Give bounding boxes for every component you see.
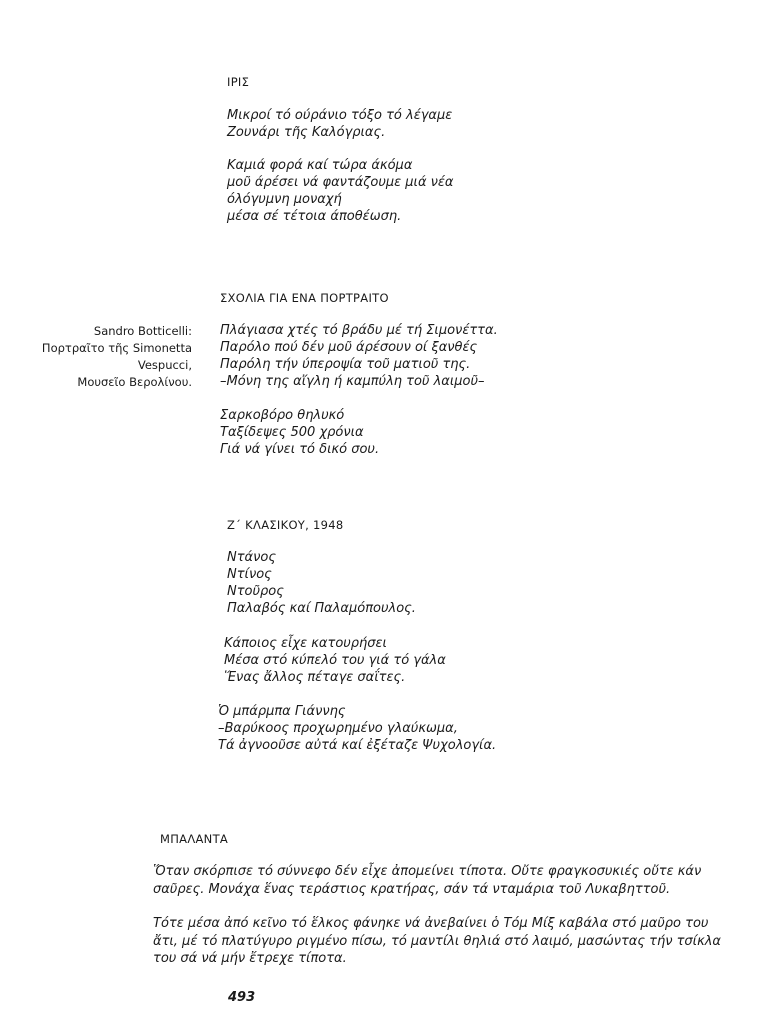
verse-line: Παρόλο πού δέν μοῦ άρέσουν οί ξανθές	[220, 340, 478, 355]
poem-title-klasikou: Ζ΄ ΚΛΑΣΙΚΟΥ, 1948	[227, 518, 344, 532]
prose-paragraph-1: Ὅταν σκόρπισε τό σύννεφο δέν εἶχε ἀπομείνει τίποτα. Οὔτε φραγκοσυκιές οὔτε κάν σαῦρες. Μονάχα ἕνας τεράστιος κρατήρας, σάν τά νταμάρια τοῦ Λυκαβηττοῦ.	[153, 864, 702, 897]
verse-line: Ντοῦρος	[227, 584, 284, 599]
verse-line: Παρόλη τήν ύπεροψία τοῦ ματιοῦ της.	[220, 357, 471, 372]
verse-line: –Μόνη της αἴγλη ή καμπύλη τοῦ λαιμοῦ–	[220, 374, 485, 389]
verse-line: μοῦ άρέσει νά φαντάζουμε μιά νέα	[227, 175, 454, 190]
verse-line: Ντίνος	[227, 567, 272, 582]
verse-line: Πλάγιασα χτές τό βράδυ μέ τή Σιμονέττα.	[220, 323, 498, 338]
verse-line: Μικροί τό ούράνιο τόξο τό λέγαμε	[227, 108, 453, 123]
verse-line: Παλαβός καί Παλαμόπουλος.	[227, 601, 416, 616]
verse-line: Τά ἀγνοοῦσε αὐτά καί ἐξέταζε Ψυχολογία.	[218, 738, 497, 753]
verse-line: όλόγυμνη μοναχή	[227, 192, 342, 207]
verse-line: –Βαρύκοος προχωρημένο γλαύκωμα,	[218, 721, 458, 736]
verse-line: Καμιά φορά καί τώρα άκόμα	[227, 158, 413, 173]
poem-title-portrait: ΣΧΟΛΙΑ ΓΙΑ ΕΝΑ ΠΟΡΤΡΑΙΤΟ	[220, 291, 389, 305]
verse-line: μέσα σέ τέτοια άποθέωση.	[227, 209, 402, 224]
portrait-caption	[42, 323, 192, 391]
poem-portrait-stanza-2	[220, 407, 379, 458]
verse-line: Ζουνάρι τῆς Καλόγριας.	[227, 125, 386, 140]
poem-title-iris: ΙΡΙΣ	[227, 75, 250, 89]
poem-klasikou-stanza-1	[227, 549, 416, 617]
verse-line: Ταξίδεψες 500 χρόνια	[220, 425, 364, 440]
caption-line: Μουσεῖο Βερολίνου.	[77, 375, 192, 389]
caption-line: Sandro Botticelli:	[93, 324, 192, 338]
verse-line: Σαρκοβόρο θηλυκό	[220, 408, 345, 423]
caption-line: Vespucci,	[137, 358, 192, 372]
verse-line: Γιά νά γίνει τό δικό σου.	[220, 442, 380, 457]
caption-line: Πορτραῖτο τῆς Simonetta	[41, 341, 192, 355]
verse-line: Ντάνος	[227, 550, 276, 565]
poem-iris-stanza-2	[227, 157, 454, 225]
prose-title-balanta: ΜΠΑΛΑΝΤΑ	[160, 832, 229, 846]
verse-line: Ὁ μπάρμπα Γιάννης	[218, 704, 346, 719]
verse-line: Ἕνας ἄλλος πέταγε σαΐτες.	[224, 670, 406, 685]
page-number: 493	[228, 990, 256, 1005]
poem-iris-stanza-1	[227, 107, 452, 141]
prose-paragraph-2: Τότε μέσα ἀπό κεῖνο τό ἕλκος φάνηκε νά ἀνεβαίνει ὁ Τόμ Μίξ καβάλα στό μαῦρο του ἄτι, μέ τό πλατύγυρο ριγμένο πίσω, τό μαντίλι θηλιά στό λαιμό, μασώντας τήν τσίκλα του σά νά μήν ἔτρεχε τίποτα.	[153, 916, 721, 966]
verse-line: Μέσα στό κύπελό του γιά τό γάλα	[224, 653, 446, 668]
poem-klasikou-stanza-2	[224, 635, 446, 686]
poem-klasikou-stanza-3	[218, 703, 496, 754]
verse-line: Κάποιος εἶχε κατουρήσει	[224, 636, 387, 651]
poem-portrait-stanza-1	[220, 322, 498, 390]
